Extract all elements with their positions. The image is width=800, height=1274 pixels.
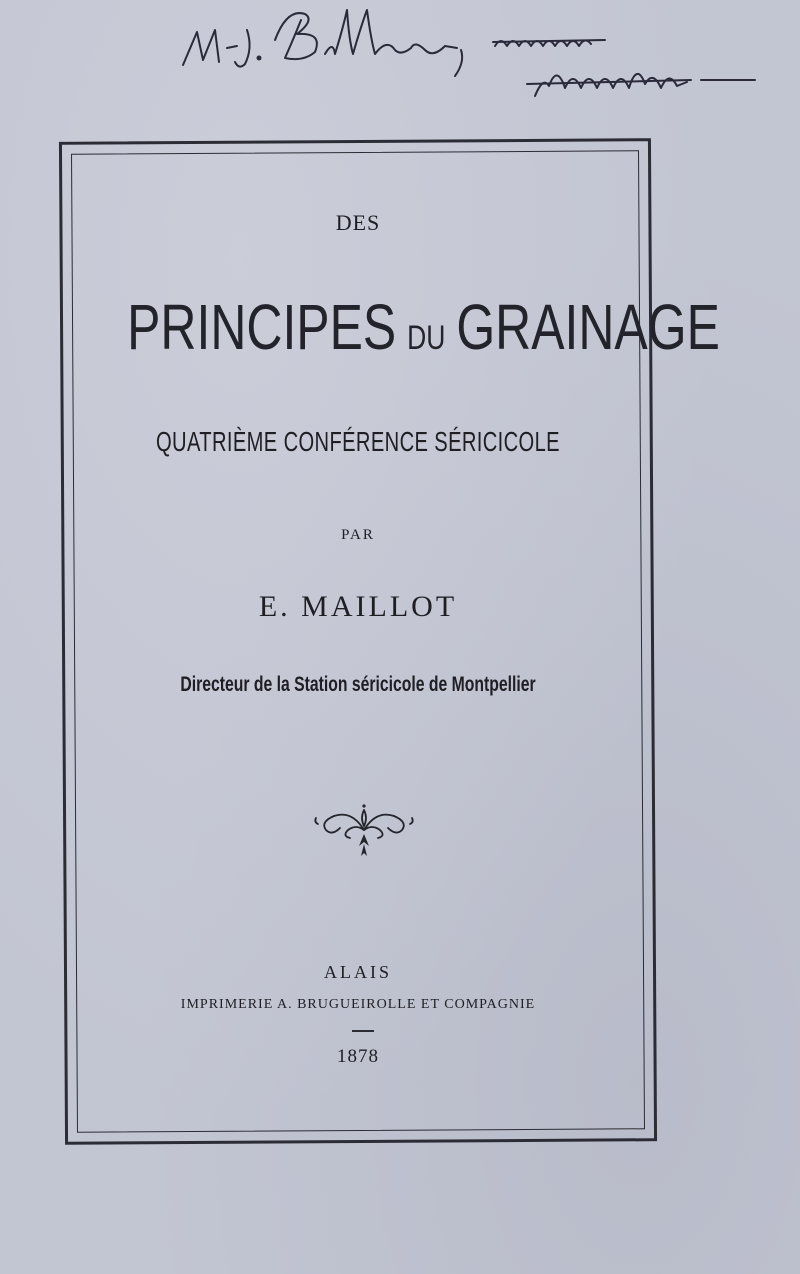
handwritten-inscription	[175, 0, 775, 110]
author-name: E. MAILLOT	[258, 590, 458, 623]
printer-name: IMPRIMERIE A. BRUGUEIROLLE ET COMPAGNIE	[180, 997, 536, 1012]
subtitle: QUATRIÈME CONFÉRENCE SÉRICICOLE	[156, 426, 560, 457]
by-label: PAR	[341, 527, 375, 543]
publication-year: 1878	[337, 1046, 379, 1067]
publication-place: ALAIS	[324, 962, 392, 982]
title-connector: DU	[407, 319, 446, 357]
fleuron-ornament-icon	[312, 800, 416, 864]
title-word-grainage: GRAINAGE	[456, 291, 720, 363]
separator-rule	[352, 1030, 374, 1032]
signature-scribble	[175, 0, 775, 110]
book-title	[127, 290, 720, 364]
author-role: Directeur de la Station séricicole de Montpellier	[180, 673, 536, 696]
title-word-principes: PRINCIPES	[127, 291, 397, 363]
pre-title: DES	[335, 210, 381, 235]
